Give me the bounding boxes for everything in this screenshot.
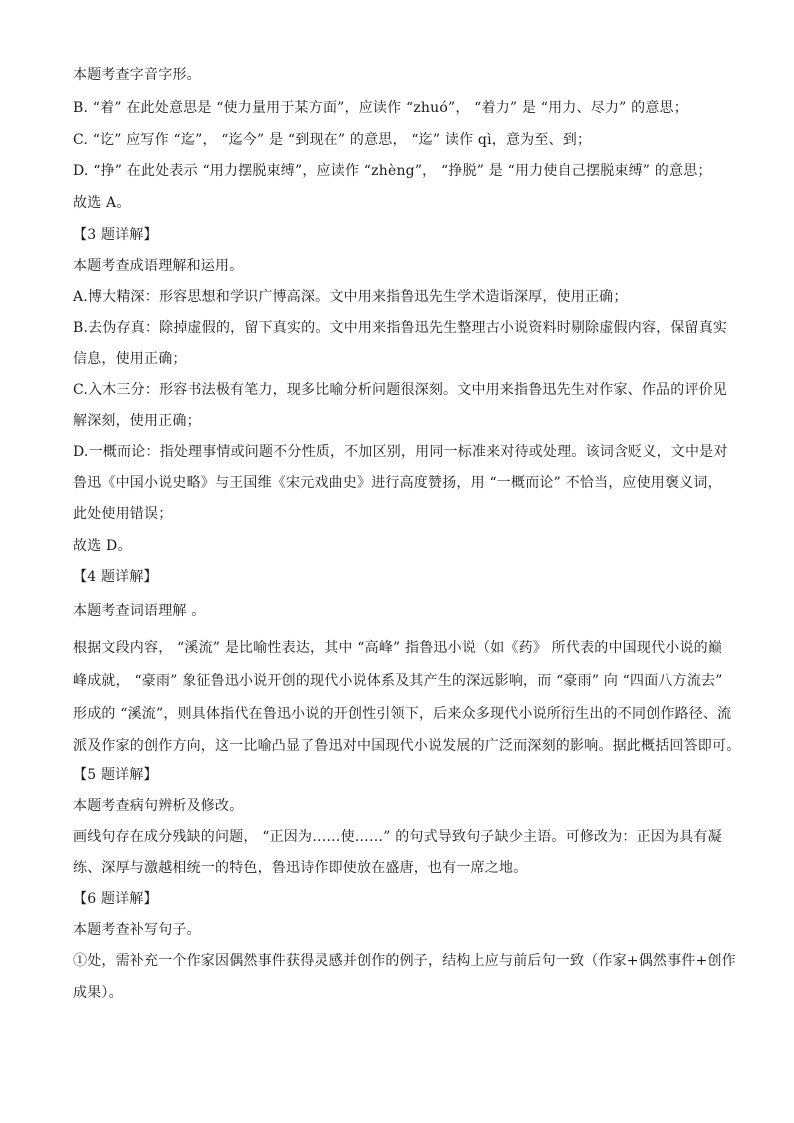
text-line: 成果）。 [73, 985, 123, 1001]
section-heading: 【4 题详解】 [73, 569, 158, 585]
text-line: D. “挣” 在此处表示 “用力摆脱束缚”，应读作 “zhèng”， “挣脱” 是 “用力使自己摆脱束缚” 的意思； [73, 163, 712, 179]
text-line: B. “着” 在此处意思是 “使力量用于某方面”，应读作 “zhuó”， “着力” 是 “用力、尽力” 的意思； [73, 100, 688, 116]
text-line: 形成的 “溪流”，则具体指代在鲁迅小说的开创性引领下，后来众多现代小说所衍生出的不同创作路径、流 [73, 706, 732, 722]
text-line: 峰成就， “豪雨” 象征鲁迅小说开创的现代小说体系及其产生的深远影响，而 “豪雨” 向 “四面八方流去” [73, 673, 723, 689]
section-heading: 【6 题详解】 [73, 891, 158, 907]
text-line: ①处，需补充一个作家因偶然事件获得灵感并创作的例子，结构上应与前后句一致（作家+偶然事件+创作 [73, 953, 736, 969]
text-line: 画线句存在成分残缺的问题， “正因为……使……” 的句式导致句子缺少主语。可修改为：正因为具有凝 [73, 829, 722, 845]
text-line: 派及作家的创作方向，这一比喻凸显了鲁迅对中国现代小说发展的广泛而深刻的影响。据此概括回答即可。 [73, 738, 741, 754]
text-line: A.博大精深：形容思想和学识广博高深。文中用来指鲁迅先生学术造诣深厚，使用正确； [73, 289, 628, 305]
text-line: C.入木三分：形容书法极有笔力，现多比喻分析问题很深刻。文中用来指鲁迅先生对作家、作品的评价见 [73, 382, 728, 398]
text-line: 故选 D。 [73, 538, 132, 554]
text-line: 练、深厚与激越相统一的特色，鲁迅诗作即使放在盛唐，也有一席之地。 [73, 860, 528, 876]
text-line: D.一概而论：指处理事情或问题不分性质，不加区别，用同一标准来对待或处理。该词含贬义，文中是对 [73, 444, 728, 460]
text-line: C. “讫” 应写作 “迄”， “迄今” 是 “到现在” 的意思， “迄” 读作 qì，意为至、到； [73, 132, 592, 148]
text-line: 本题考查补写句子。 [73, 922, 201, 938]
section-heading: 【5 题详解】 [73, 767, 158, 783]
text-line: 此处使用错误； [73, 506, 173, 522]
text-line: 根据文段内容， “溪流” 是比喻性表达，其中 “高峰” 指鲁迅小说（如《药》 所代表的中国现代小说的巅 [73, 640, 723, 656]
text-line: 本题考查字音字形。 [73, 67, 201, 83]
text-line: 解深刻，使用正确； [73, 413, 201, 429]
text-line: 本题考查成语理解和运用。 [73, 258, 244, 274]
section-heading: 【3 题详解】 [73, 227, 158, 243]
text-line: 鲁迅《中国小说史略》与王国维《宋元戏曲史》进行高度赞扬，用 “一概而论” 不恰当，应使用褒义词， [73, 475, 722, 491]
text-line: 信息，使用正确； [73, 351, 187, 367]
text-line: B.去伪存真：除掉虚假的，留下真实的。文中用来指鲁迅先生整理古小说资料时剔除虚假内容，保留真实 [73, 320, 728, 336]
text-line: 故选 A。 [73, 195, 131, 211]
text-line: 本题考查词语理解 。 [73, 603, 206, 619]
text-line: 本题考查病句辨析及修改。 [73, 798, 244, 814]
